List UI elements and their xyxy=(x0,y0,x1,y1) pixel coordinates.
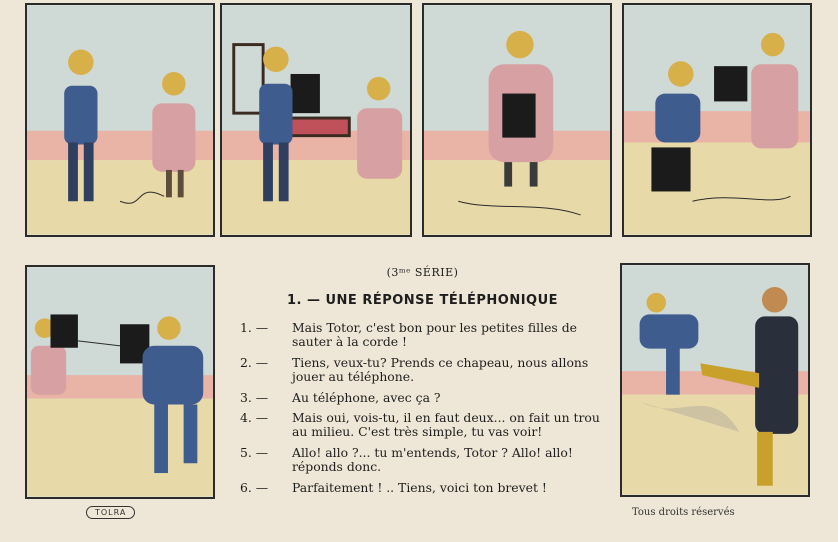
dialogue-line xyxy=(240,446,605,475)
line-text: Au téléphone, avec ça ? xyxy=(292,389,441,405)
illustration-panel-4 xyxy=(622,3,812,237)
dialogue-line xyxy=(240,411,605,440)
dialogue-list xyxy=(240,321,605,501)
dialogue-line xyxy=(240,321,605,350)
publisher-logo: TOLRA xyxy=(86,506,135,519)
line-number: 3. — xyxy=(240,389,269,405)
top-hat xyxy=(291,74,320,113)
line-text: Parfaitement ! .. Tiens, voici ton brevet ! xyxy=(292,479,547,495)
dialogue-line xyxy=(240,481,605,495)
dialogue-line xyxy=(240,391,605,405)
caption-block xyxy=(235,262,610,512)
illustration-panel-2 xyxy=(220,3,412,237)
line-text: Allo! allo ?... tu m'entends, Totor ? Allo! allo! réponds donc. xyxy=(292,444,573,475)
illustration-panel-6 xyxy=(620,263,810,497)
rights-notice: Tous droits réservés xyxy=(632,507,735,518)
line-text: Tiens, veux-tu? Prends ce chapeau, nous allons jouer au téléphone. xyxy=(292,354,589,385)
dialogue-line xyxy=(240,356,605,385)
illustration-panel-3 xyxy=(422,3,612,237)
line-number: 5. — xyxy=(240,444,269,460)
series-label: (3ᵐᵉ SÉRIE) xyxy=(386,266,459,279)
story-title: 1. — UNE RÉPONSE TÉLÉPHONIQUE xyxy=(286,293,559,308)
line-text: Mais oui, vois-tu, il en faut deux... on fait un trou au milieu. C'est très simple, tu vas voir! xyxy=(292,410,600,440)
illustration-panel-5 xyxy=(25,265,215,499)
line-number: 1. — xyxy=(240,320,269,335)
line-text: Mais Totor, c'est bon pour les petites filles de sauter à la corde ! xyxy=(292,320,577,350)
line-number: 6. — xyxy=(240,479,269,495)
illustration-panel-1 xyxy=(25,3,215,237)
line-number: 4. — xyxy=(240,410,269,426)
line-number: 2. — xyxy=(240,354,269,370)
